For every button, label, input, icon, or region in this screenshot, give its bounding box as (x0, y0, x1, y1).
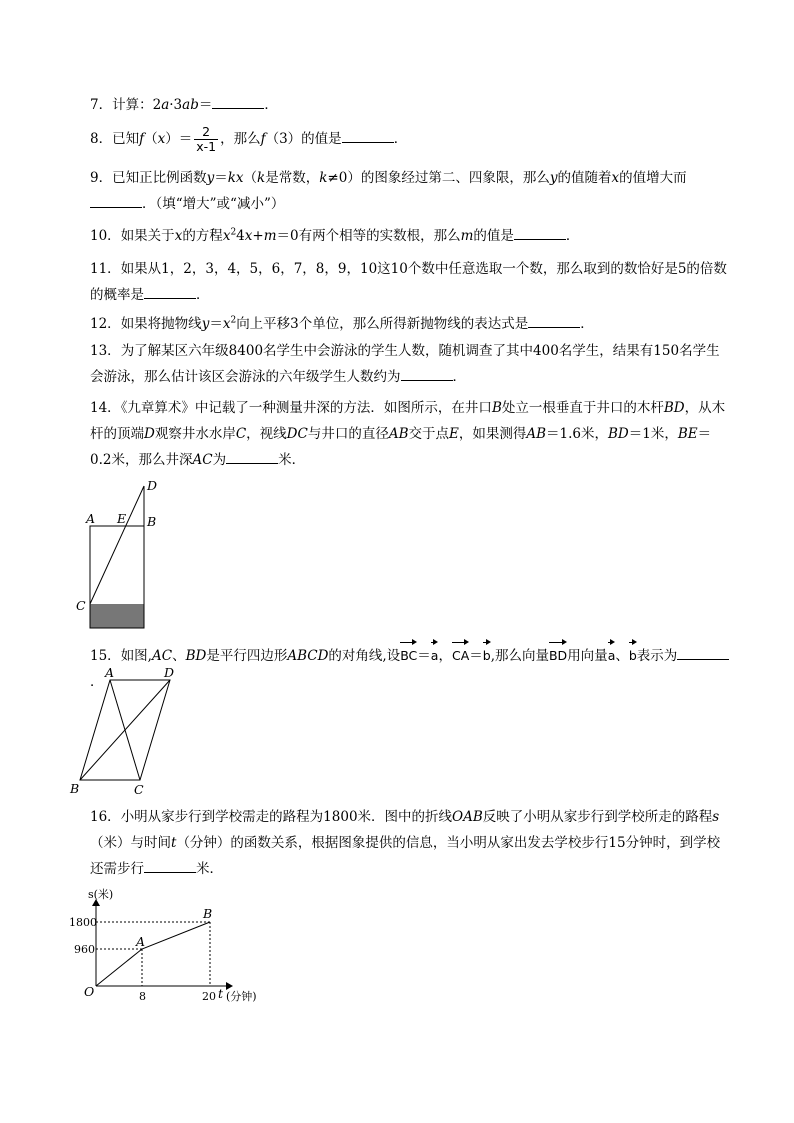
answer-blank (514, 225, 566, 240)
question-16: 16．小明从家步行到学校需走的路程为1800米．图中的折线OAB反映了小明从家步行到学校所走的路程s（米）与时间t（分钟）的函数关系，根据图象提供的信息，当小明从家出发去学校步行15分钟时，到学校还需步行 米． (90, 809, 721, 877)
x-axis-label: t (218, 986, 224, 1001)
tick-1800: 1800 (69, 916, 97, 929)
parallelogram-diagram (68, 666, 188, 798)
answer-blank (528, 313, 580, 328)
answer-blank (226, 449, 278, 464)
question-10: 10．如果关于x的方程$x^24x+m=0$有两个相等的实数根，那么m的值是 ． (90, 223, 730, 249)
answer-blank (401, 366, 453, 381)
label-c: C (134, 782, 144, 797)
question-9: 9．已知正比例函数y＝kx（k是常数，k≠0）的图象经过第二、四象限，那么y的值随着x的值增大而．（填“增大”或“减小”） (90, 170, 687, 212)
vector-bc: BC (400, 641, 417, 669)
label-o: O (84, 984, 95, 999)
answer-blank (212, 94, 264, 109)
x-axis-unit: (分钟) (226, 990, 257, 1003)
vector-b-ref: b (629, 641, 637, 669)
tick-20: 20 (202, 990, 216, 1003)
well-diagram (70, 478, 190, 638)
label-e: E (117, 511, 127, 526)
tick-960: 960 (74, 943, 95, 956)
fraction: $\frac{2}{x-1}$ (196, 124, 217, 154)
question-7: 7．计算：2a·3ab＝ ． (90, 92, 730, 118)
vector-a-ref: a (608, 641, 616, 669)
label-a: A (105, 666, 115, 680)
label-a: A (136, 934, 146, 949)
label-b: B (203, 906, 213, 921)
vector-b: b (483, 641, 491, 669)
tick-8: 8 (139, 990, 146, 1003)
vector-a: a (431, 641, 439, 669)
question-15: 15．如图,AC、BD是平行四边形ABCD的对角线,设BC＝a，CA＝b,那么向量BD用向量a、b表示为． (90, 641, 730, 695)
vector-ca: CA (452, 641, 469, 669)
question-13: 13．为了解某区六年级8400名学生中会游泳的学生人数，随机调查了其中400名学生，结果有150名学生会游泳，那么估计该区会游泳的六年级学生人数约为 ． (90, 343, 720, 385)
question-8: 8．已知f（x）＝ $\frac{2}{x-1}$ ，那么f（3）的值是 ． (90, 124, 408, 154)
answer-blank (342, 128, 394, 143)
distance-time-graph (66, 880, 276, 1008)
label-d: D (147, 478, 158, 493)
question-14: 14．《九章算术》中记载了一种测量井深的方法．如图所示，在井口B处立一根垂直于井口的木杆BD，从木杆的顶端D观察井水水岸C，视线DC与井口的直径AB交于点E，如果测得AB＝1.6米，BD＝1米，BE＝0.2米，那么井深AC为 米． (90, 400, 726, 468)
question-11: 11．如果从1，2，3，4，5，6，7，8，9，10这10个数中任意选取一个数，那么取到的数恰好是5的倍数的概率是 ． (90, 261, 727, 303)
sight-line-dc (90, 486, 144, 604)
answer-blank (90, 193, 142, 208)
y-axis-label: s(米) (88, 888, 114, 901)
vector-bd: BD (549, 641, 567, 669)
well-water (90, 604, 144, 628)
diagonal-bd (80, 680, 170, 780)
answer-blank (144, 284, 196, 299)
label-a: A (86, 511, 96, 526)
label-c: C (76, 598, 86, 613)
label-b: B (70, 781, 80, 796)
path-oab (96, 922, 210, 986)
label-d: D (164, 666, 175, 680)
answer-blank (144, 858, 196, 873)
answer-blank (677, 645, 729, 660)
label-b: B (147, 514, 157, 529)
question-12: 12．如果将抛物线$y=x^2$向上平移3个单位，那么所得新抛物线的表达式是 ． (90, 311, 730, 337)
